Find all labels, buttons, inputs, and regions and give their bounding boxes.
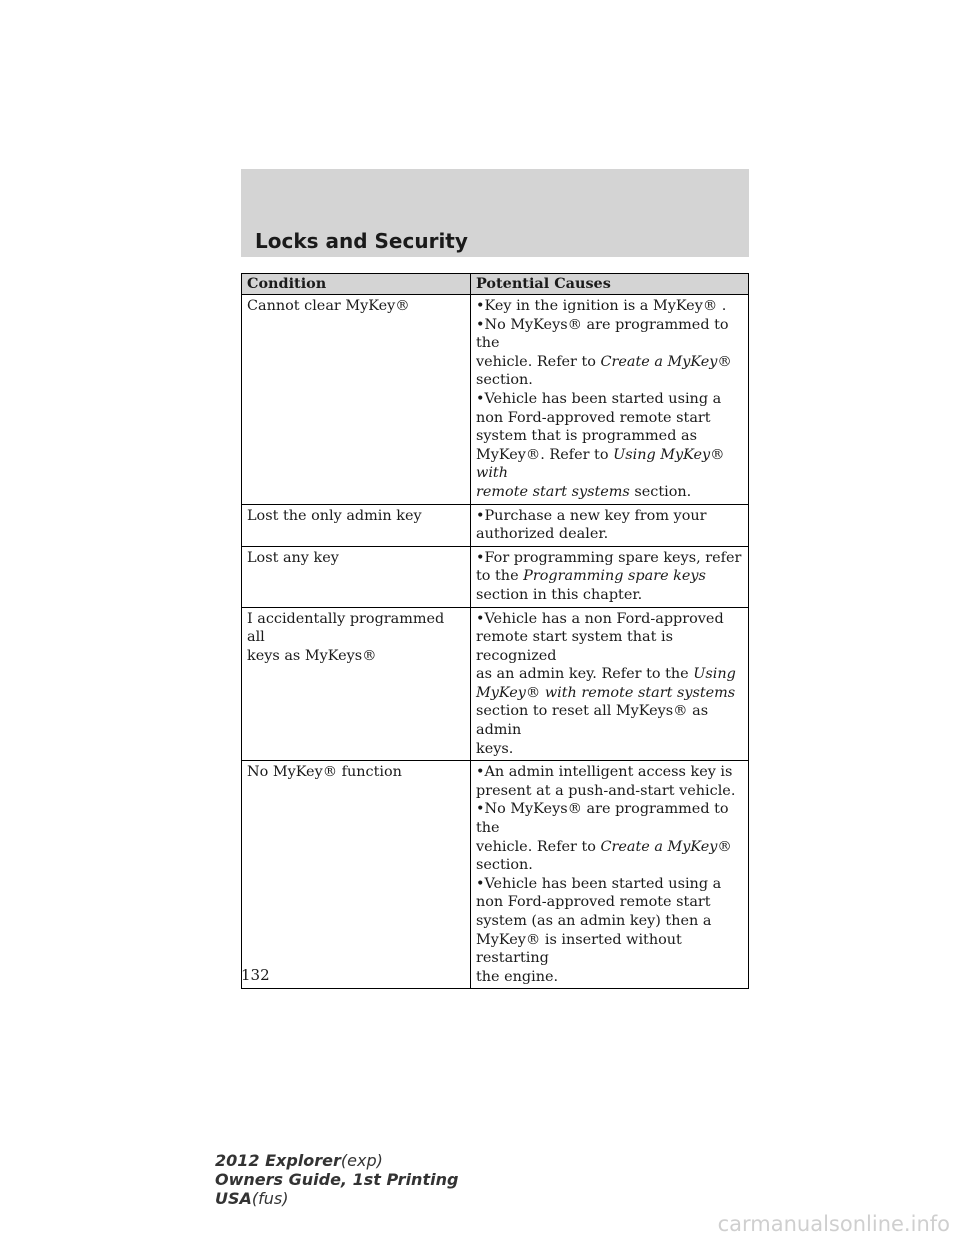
section-title: Locks and Security: [255, 229, 468, 253]
table-row: [242, 546, 749, 607]
causes-cell: [471, 546, 749, 607]
cause-line: •For programming spare keys, refer: [476, 549, 742, 566]
cause-line: system (as an admin key) then a: [476, 913, 712, 929]
footer-model: 2012 Explorer: [215, 1151, 341, 1170]
print-footer: [215, 1151, 458, 1208]
table-row: [242, 607, 749, 761]
cause-line: section in this chapter.: [476, 586, 643, 603]
column-header-potential-causes: Potential Causes: [471, 274, 749, 295]
table-row: [242, 504, 749, 546]
cross-reference: remote start systems: [476, 483, 630, 500]
cause-line: •Key in the ignition is a MyKey® .: [476, 298, 727, 314]
condition-cell: [242, 546, 471, 607]
cross-reference: Using: [693, 666, 736, 683]
footer-guide: Owners Guide, 1st Printing: [215, 1170, 459, 1189]
page-number: 132: [241, 966, 270, 984]
table-header-row: [242, 274, 749, 295]
condition-text: keys as MyKeys®: [247, 647, 377, 664]
cross-reference: Using MyKey® with: [476, 446, 725, 482]
cause-line: non Ford-approved remote start: [476, 894, 711, 911]
table-row: [242, 295, 749, 505]
cause-line: MyKey®. Refer to Using MyKey® with: [476, 446, 725, 482]
footer-line-market: [215, 1189, 458, 1208]
cause-line: as an admin key. Refer to the Using: [476, 666, 736, 683]
cause-line: •An admin intelligent access key is: [476, 764, 733, 781]
causes-cell: [471, 607, 749, 761]
cross-reference: Create a MyKey®: [600, 353, 732, 370]
cause-line: •Vehicle has been started using a: [476, 390, 722, 407]
cause-line: •Vehicle has a non Ford-approved: [476, 610, 724, 627]
section-header-band: [241, 169, 749, 257]
condition-cell: [242, 504, 471, 546]
table-row: [242, 761, 749, 989]
cause-line: remote start systems section.: [476, 483, 692, 500]
cause-line: present at a push-and-start vehicle.: [476, 782, 736, 799]
cause-line: authorized dealer.: [476, 526, 609, 543]
cause-line: section to reset all MyKeys® as admin: [476, 703, 709, 739]
condition-text: Cannot clear MyKey®: [247, 298, 410, 314]
condition-text: I accidentally programmed all: [247, 610, 445, 646]
cause-line: •No MyKeys® are programmed to the: [476, 316, 729, 352]
cross-reference: Programming spare keys: [523, 568, 706, 585]
cause-line: MyKey® is inserted without restarting: [476, 931, 682, 967]
table-body: [242, 295, 749, 989]
watermark: carmanualsonline.info: [717, 1212, 950, 1236]
condition-cell: [242, 607, 471, 761]
cause-line: to the Programming spare keys: [476, 568, 706, 585]
cause-line: section.: [476, 372, 533, 389]
cause-line: vehicle. Refer to Create a MyKey®: [476, 838, 732, 855]
condition-text: Lost any key: [247, 549, 339, 566]
causes-cell: [471, 504, 749, 546]
condition-cell: [242, 295, 471, 505]
cause-line: section.: [476, 857, 533, 874]
cause-line: •Vehicle has been started using a: [476, 875, 722, 892]
footer-line-model: [215, 1151, 458, 1170]
causes-cell: [471, 295, 749, 505]
condition-text: No MyKey® function: [247, 764, 402, 781]
cause-line: the engine.: [476, 968, 559, 985]
cross-reference: MyKey® with remote start systems: [476, 684, 736, 701]
cause-line: •Purchase a new key from your: [476, 507, 707, 524]
cause-line: vehicle. Refer to Create a MyKey®: [476, 353, 732, 370]
footer-line-guide: [215, 1170, 458, 1189]
cause-line: remote start system that is recognized: [476, 629, 673, 664]
cause-line: •No MyKeys® are programmed to the: [476, 801, 729, 837]
condition-text: Lost the only admin key: [247, 507, 422, 524]
condition-cell: [242, 761, 471, 989]
footer-market: USA: [215, 1189, 252, 1208]
footer-model-code: (exp): [340, 1151, 383, 1170]
cross-reference: Create a MyKey®: [600, 838, 732, 855]
cause-line: system that is programmed as: [476, 428, 697, 445]
column-header-condition: Condition: [242, 274, 471, 295]
cause-line: [476, 684, 743, 703]
causes-cell: [471, 761, 749, 989]
cause-line: non Ford-approved remote start: [476, 409, 711, 426]
troubleshooting-table: [241, 273, 749, 989]
footer-market-code: (fus): [251, 1189, 289, 1208]
cause-line: keys.: [476, 740, 514, 757]
